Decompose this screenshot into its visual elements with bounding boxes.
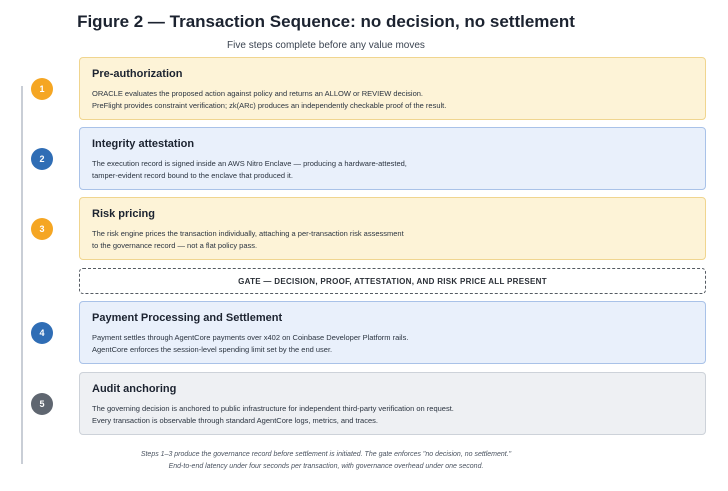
step-description-line: ORACLE evaluates the proposed action against policy and returns an ALLOW or REVIEW decision. bbox=[92, 89, 424, 98]
footnote-line: End-to-end latency under four seconds per transaction, with governance overhead under one second. bbox=[168, 463, 484, 470]
step-description-line: The execution record is signed inside an AWS Nitro Enclave — producing a hardware-attested, bbox=[92, 159, 407, 168]
step-description-line: to the governance record — not a flat policy pass. bbox=[92, 241, 258, 250]
step-description-line: tamper-evident record bound to the enclave that produced it. bbox=[92, 171, 293, 180]
step-description-line: Every transaction is observable through standard AgentCore logs, metrics, and traces. bbox=[92, 416, 378, 425]
step-title: Audit anchoring bbox=[92, 383, 177, 395]
step-card-integrity-attestation bbox=[79, 127, 706, 190]
settlement-gate: GATE — DECISION, PROOF, ATTESTATION, AND RISK PRICE ALL PRESENT bbox=[79, 268, 706, 294]
figure-title: Figure 2 — Transaction Sequence: no decision, no settlement bbox=[77, 12, 575, 31]
footnote-line: Steps 1–3 produce the governance record before settlement is initiated. The gate enforces "no decision, no settlement." bbox=[140, 451, 512, 458]
timeline-rail bbox=[21, 86, 23, 464]
step-description-line: AgentCore enforces the session-level spending limit set by the end user. bbox=[92, 345, 333, 354]
step-title: Pre-authorization bbox=[92, 68, 183, 80]
step-number-badge: 2 bbox=[31, 148, 53, 170]
step-card-pre-authorization bbox=[79, 57, 706, 120]
step-description-line: The governing decision is anchored to public infrastructure for independent third-party verification on request. bbox=[92, 404, 454, 413]
step-number-badge: 4 bbox=[31, 322, 53, 344]
step-card-payment-settlement bbox=[79, 301, 706, 364]
step-number-badge: 5 bbox=[31, 393, 53, 415]
step-description-line: The risk engine prices the transaction individually, attaching a per-transaction risk assessment bbox=[92, 229, 404, 238]
step-card-risk-pricing bbox=[79, 197, 706, 260]
figure-subtitle: Five steps complete before any value moves bbox=[227, 40, 425, 51]
step-title: Risk pricing bbox=[92, 208, 155, 220]
step-title: Integrity attestation bbox=[92, 138, 195, 150]
step-number-badge: 3 bbox=[31, 218, 53, 240]
step-title: Payment Processing and Settlement bbox=[92, 312, 283, 324]
step-description-line: Payment settles through AgentCore payments over x402 on Coinbase Developer Platform rails. bbox=[92, 333, 409, 342]
step-number-badge: 1 bbox=[31, 78, 53, 100]
step-card-audit-anchoring bbox=[79, 372, 706, 435]
step-description-line: PreFlight provides constraint verification; zk(ARc) produces an independently checkable proof of the result. bbox=[92, 101, 447, 110]
